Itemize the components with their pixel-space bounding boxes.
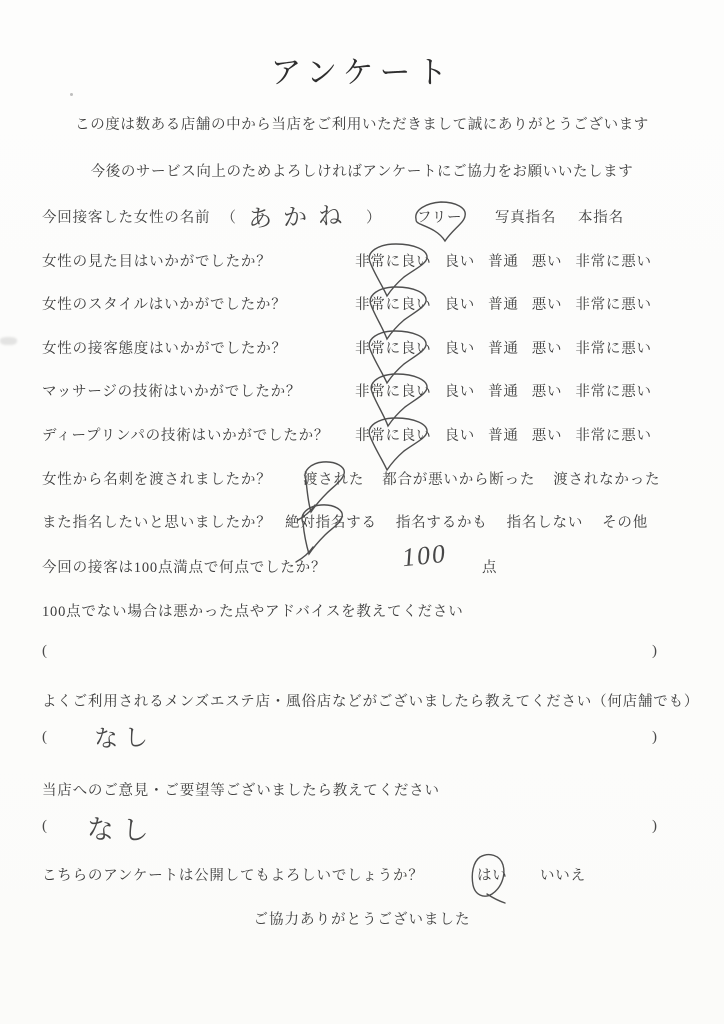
question-label: また指名したいと思いましたか？ (42, 515, 272, 531)
rating-option: 非常に悪い (575, 254, 652, 270)
answer-close-paren: ) (652, 643, 657, 659)
name-option-photo-shimei: 写真指名 (495, 210, 557, 226)
rating-option: 良い (444, 297, 476, 313)
business-card-options (303, 468, 660, 489)
rating-option: 非常に良い (355, 341, 432, 357)
advice-question-label: 100点でない場合は悪かった点やアドバイスを教えてください (42, 604, 464, 620)
rating-option: 悪い (531, 297, 563, 313)
rating-option: 非常に良い (355, 384, 432, 400)
question-label: こちらのアンケートは公開してもよろしいでしょうか？ (42, 868, 424, 884)
question-label: 今回接客した女性の名前 (42, 210, 211, 226)
rating-options (355, 424, 652, 445)
option-received: 渡された (303, 472, 365, 488)
rating-option: 非常に悪い (575, 428, 652, 444)
option-no: いいえ (540, 868, 586, 884)
rating-option: 悪い (531, 384, 563, 400)
question-label: ディープリンパの技術はいかがでしたか？ (42, 428, 330, 444)
option-yes: はい (477, 868, 508, 884)
handwritten-score: 100 (400, 538, 449, 573)
closing-message: ご協力ありがとうございました (253, 912, 471, 928)
rating-option: 非常に良い (355, 297, 432, 313)
question-label: マッサージの技術はいかがでしたか？ (42, 384, 302, 400)
rating-option: 普通 (488, 297, 519, 313)
scan-artifact (0, 337, 17, 345)
intro-line-1: この度は数ある店舗の中から当店をご利用いただきまして誠にありがとうございます (75, 117, 649, 133)
option-definitely-nominate: 絶対指名する (285, 515, 377, 531)
answer-open-paren: ( (42, 818, 47, 834)
question-label: 女性から名刺を渡されましたか？ (42, 472, 272, 488)
scan-artifact (70, 93, 73, 96)
rating-option: 良い (444, 428, 476, 444)
feedback-question-label: 当店へのご意見・ご要望等ございましたら教えてください (42, 783, 440, 799)
rating-option: 普通 (488, 384, 519, 400)
nominate-options (285, 511, 648, 532)
rating-option: 良い (444, 254, 476, 270)
question-label: 女性のスタイルはいかがでしたか？ (42, 297, 287, 313)
score-unit-label: 点 (482, 560, 498, 576)
rating-option: 良い (444, 341, 476, 357)
other-shops-question-label: よくご利用されるメンズエステ店・風俗店などがございましたら教えてください（何店舗でも） (42, 694, 700, 710)
selection-circle-yes-tail (487, 894, 505, 903)
answer-close-paren: ) (652, 729, 657, 745)
rating-option: 良い (444, 384, 476, 400)
name-option-free: フリー (417, 210, 463, 226)
rating-options (355, 337, 652, 358)
answer-open-paren: ( (42, 729, 47, 745)
question-label: 女性の接客態度はいかがでしたか？ (42, 341, 287, 357)
handwritten-name: あかね (247, 203, 354, 233)
name-field-close-paren: ） (366, 210, 382, 226)
rating-option: 悪い (531, 254, 563, 270)
rating-option: 悪い (531, 428, 563, 444)
rating-option: 普通 (488, 428, 519, 444)
question-label: 今回の接客は100点満点で何点でしたか？ (42, 560, 327, 576)
option-maybe-nominate: 指名するかも (395, 515, 488, 531)
rating-option: 普通 (488, 254, 519, 270)
name-field-open-paren: （ (221, 210, 237, 226)
rating-option: 非常に良い (355, 428, 432, 444)
rating-option: 非常に悪い (575, 297, 652, 313)
handwritten-answer-nashi: なし (86, 814, 158, 846)
name-option-hon-shimei: 本指名 (578, 210, 624, 226)
option-other: その他 (602, 515, 649, 531)
rating-option: 悪い (531, 341, 563, 357)
option-no-nominate: 指名しない (506, 515, 584, 531)
rating-options (355, 293, 652, 314)
rating-options (355, 250, 652, 271)
handwritten-answer-nashi: なし (93, 724, 155, 754)
rating-options (355, 380, 652, 401)
answer-close-paren: ) (652, 818, 657, 834)
rating-option: 普通 (488, 341, 519, 357)
rating-option: 非常に悪い (575, 341, 652, 357)
page-title: アンケート (270, 55, 454, 90)
option-not-received: 渡されなかった (553, 472, 661, 488)
rating-option: 非常に良い (355, 254, 432, 270)
question-label: 女性の見た目はいかがでしたか？ (42, 254, 272, 270)
option-declined: 都合が悪いから断った (382, 472, 536, 488)
rating-option: 非常に悪い (575, 384, 652, 400)
answer-open-paren: ( (42, 643, 47, 659)
intro-line-2: 今後のサービス向上のためよろしければアンケートにご協力をお願いいたします (90, 164, 634, 180)
